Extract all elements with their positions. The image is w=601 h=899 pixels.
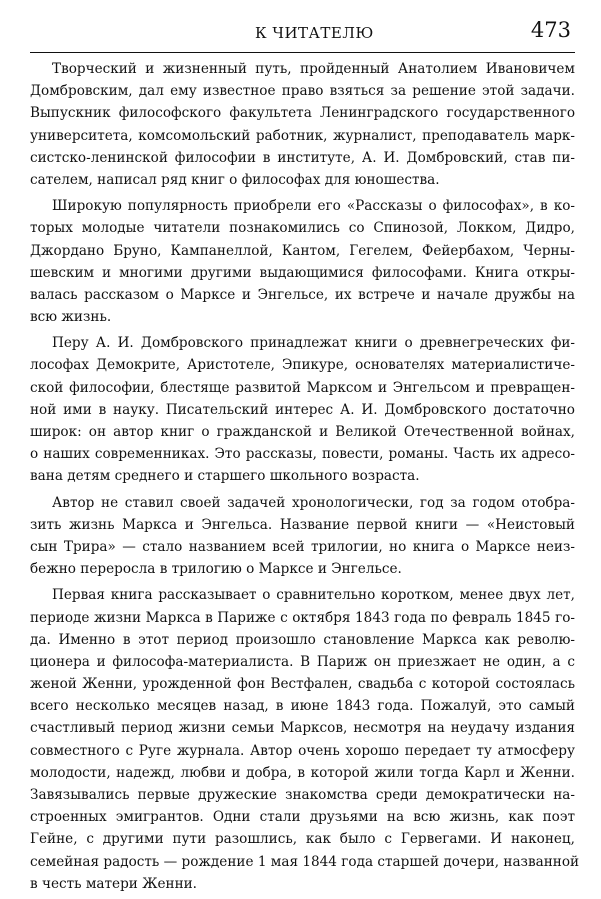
page-number: 473 xyxy=(530,18,571,42)
paragraph xyxy=(30,58,575,191)
text-line: лософах Демокрите, Аристотеле, Эпикуре, основателях материалистиче- xyxy=(30,357,575,374)
text-line: систско-ленинской философии в институте, А. И. Домбровский, став пи- xyxy=(30,149,575,166)
text-line: Автор не ставил своей задачей хронологически, год за годом отобра- xyxy=(52,494,575,511)
text-line: широк: он автор книг о гражданской и Великой Отечественной войнах, xyxy=(30,424,575,440)
text-line: торых молодые читатели познакомились со Спинозой, Локком, Дидро, xyxy=(30,220,575,237)
text-line: Джордано Бруно, Кампанеллой, Кантом, Гегелем, Фейербахом, Черны- xyxy=(30,242,575,259)
running-title: К ЧИТАТЕЛЮ xyxy=(255,24,374,42)
text-line: счастливый период жизни семьи Марксов, несмотря на неудачу издания xyxy=(30,720,575,737)
text-line: бежно переросла в трилогию о Марксе и Энгельсе. xyxy=(30,561,402,578)
text-line: Завязывались первые дружеские знакомства среди демократически на- xyxy=(30,787,575,803)
text-line: зить жизнь Маркса и Энгельса. Название первой книги — «Неистовый xyxy=(30,516,575,533)
text-line: ционера и философа-материалиста. В Париж он приезжает не один, а с xyxy=(30,653,575,670)
body-text xyxy=(30,58,580,899)
text-line: вана детям среднего и старшего школьного возраста. xyxy=(30,468,420,485)
text-line: всю жизнь. xyxy=(30,309,112,326)
page-header xyxy=(30,18,575,53)
paragraph xyxy=(30,584,580,895)
text-line: валась рассказом о Марксе и Энгельсе, их встрече и начале дружбы на xyxy=(30,286,575,303)
text-line: ной ими в науку. Писательский интерес А. И. Домбровского достаточно xyxy=(30,401,575,418)
text-line: университета, комсомольский работник, журналист, преподаватель марк- xyxy=(30,127,575,144)
text-line: женой Женни, урожденной фон Вестфален, свадьба с которой состоялась xyxy=(30,676,575,693)
text-line: Выпускник философского факультета Ленинградского государственного xyxy=(30,105,575,122)
text-line: Домбровским, дал ему известное право взяться за решение этой задачи. xyxy=(30,83,575,100)
text-line: Гейне, с другими пути разошлись, как было с Гервегами. И наконец, xyxy=(30,831,575,848)
text-line: сын Трира» — стало названием всей трилогии, но книга о Марксе неиз- xyxy=(30,538,575,555)
paragraph xyxy=(30,332,575,487)
text-line: Творческий и жизненный путь, пройденный Анатолием Ивановичем xyxy=(52,61,575,77)
text-line: шевским и многими другими выдающимися философами. Книга откры- xyxy=(30,264,575,281)
text-line: о наших современниках. Это рассказы, повести, романы. Часть их адресо- xyxy=(30,446,575,463)
text-line: молодости, надежд, любви и добра, в которой жили тогда Карл и Женни. xyxy=(30,764,575,781)
text-line: в честь матери Женни. xyxy=(30,875,198,892)
text-line: да. Именно в этот период произошло становление Маркса как револю- xyxy=(30,631,575,648)
text-line: сателем, написал ряд книг о философах для юношества. xyxy=(30,171,440,188)
text-line: семейная радость — рождение 1 мая 1844 года старшей дочери, названной xyxy=(30,853,580,870)
text-line: Широкую популярность приобрели его «Рассказы о философах», в ко- xyxy=(52,198,575,215)
paragraph xyxy=(30,195,575,328)
text-line: строенных эмигрантов. Одни стали друзьями на всю жизнь, как поэт xyxy=(30,809,575,826)
text-line: Первая книга рассказывает о сравнительно коротком, менее двух лет, xyxy=(52,587,575,604)
text-line: Перу А. И. Домбровского принадлежат книги о древнегреческих фи- xyxy=(52,335,575,352)
text-line: всего несколько месяцев назад, в июне 1843 года. Пожалуй, это самый xyxy=(30,698,575,715)
text-line: ской философии, блестяще развитой Марксом и Энгельсом и превращен- xyxy=(30,379,575,396)
text-line: совместного с Руге журнала. Автор очень хорошо передает ту атмосферу xyxy=(30,742,575,759)
text-line: периоде жизни Маркса в Париже с октября 1843 года по февраль 1845 го- xyxy=(30,609,575,626)
paragraph xyxy=(30,492,575,581)
